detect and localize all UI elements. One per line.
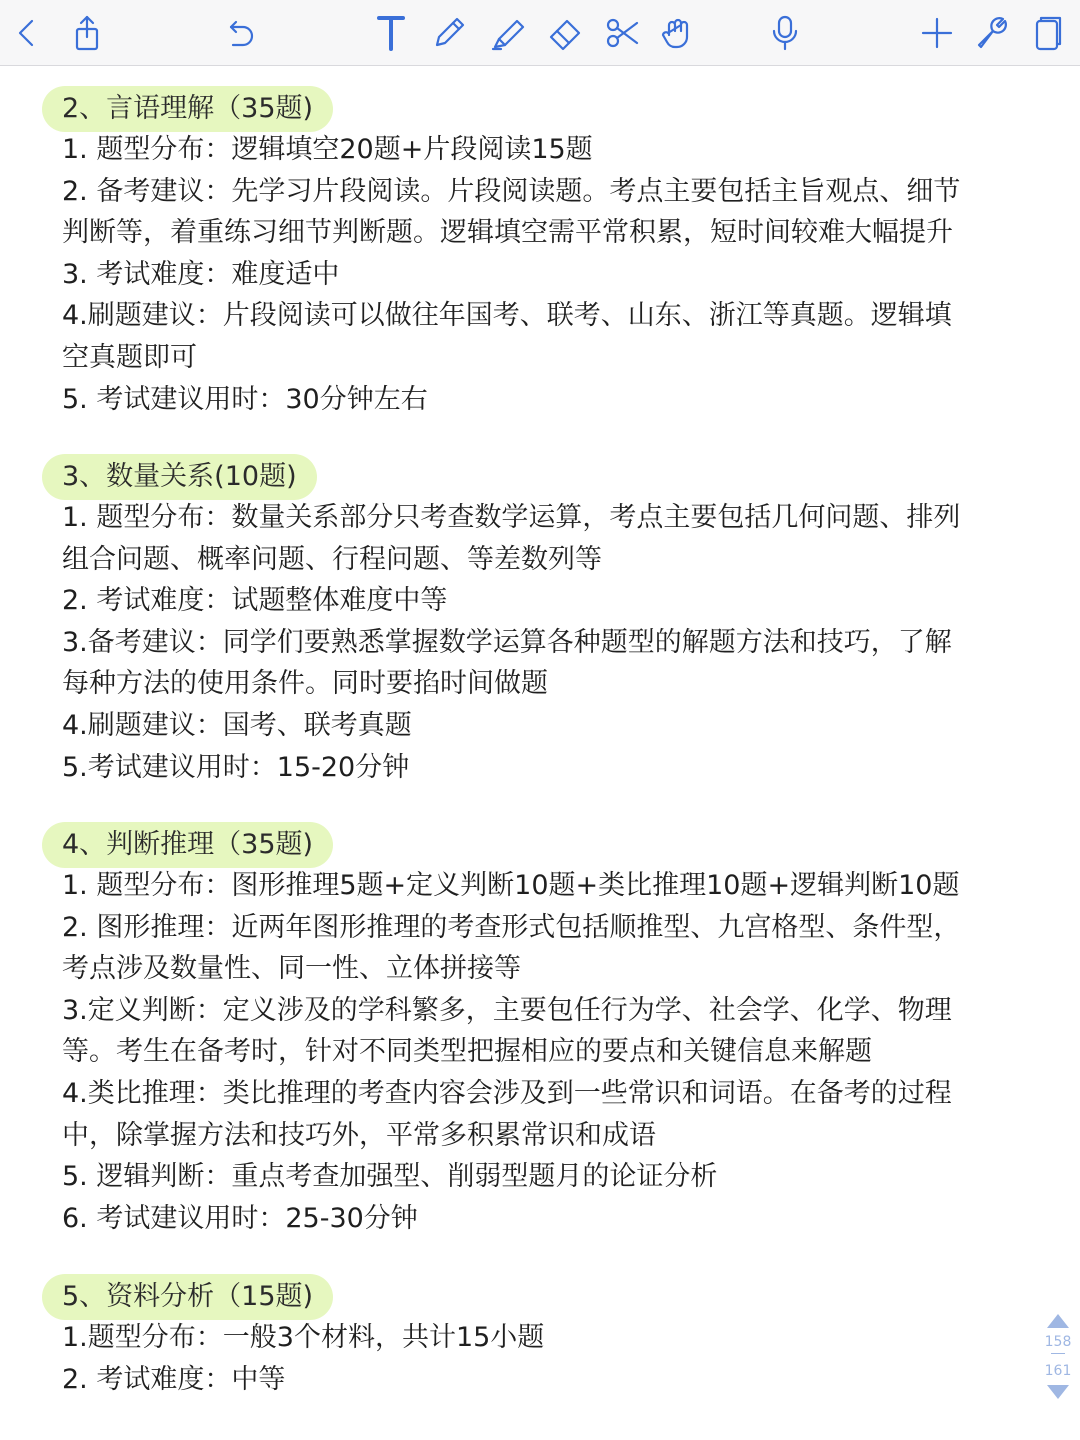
text-line: 每种方法的使用条件。同时要掐时间做题	[62, 668, 548, 700]
back-icon[interactable]	[2, 8, 52, 58]
text-line: 1. 题型分布：图形推理5题+定义判断10题+类比推理10题+逻辑判断10题	[62, 870, 960, 901]
pages-icon[interactable]	[1022, 8, 1072, 58]
page-up-icon[interactable]	[1047, 1314, 1069, 1328]
note-page	[0, 66, 1080, 1440]
text-line: 组合问题、概率问题、行程问题、等差数列等	[62, 543, 602, 575]
text-line: 1. 题型分布：逻辑填空20题+片段阅读15题	[62, 134, 593, 165]
eraser-icon[interactable]	[540, 8, 590, 58]
hand-icon[interactable]	[652, 8, 702, 58]
section-heading: 3、数量关系(10题)	[42, 454, 317, 500]
highlighter-icon[interactable]	[482, 8, 532, 58]
total-page-number: 161	[1044, 1363, 1072, 1379]
text-tool-icon[interactable]	[366, 8, 416, 58]
page-down-icon[interactable]	[1047, 1385, 1069, 1399]
wrench-icon[interactable]	[966, 8, 1016, 58]
text-line: 空真题即可	[62, 341, 197, 373]
page-divider	[1051, 1353, 1065, 1354]
text-line: 4.刷题建议：片段阅读可以做往年国考、联考、山东、浙江等真题。逻辑填	[62, 300, 952, 332]
scissors-icon[interactable]	[598, 8, 648, 58]
page-navigator	[1040, 1308, 1076, 1408]
text-line: 2. 考试难度：试题整体难度中等	[62, 585, 448, 617]
section-heading: 2、言语理解（35题)	[42, 86, 333, 132]
text-line: 3.定义判断：定义涉及的学科繁多，主要包任行为学、社会学、化学、物理	[62, 994, 952, 1026]
text-line: 3.备考建议：同学们要熟悉掌握数学运算各种题型的解题方法和技巧，了解	[62, 626, 952, 658]
text-line: 4.刷题建议：国考、联考真题	[62, 709, 412, 741]
section-heading: 5、资料分析（15题)	[42, 1274, 333, 1320]
text-line: 考点涉及数量性、同一性、立体拼接等	[62, 953, 521, 985]
add-icon[interactable]	[912, 8, 962, 58]
text-line: 6. 考试建议用时：25-30分钟	[62, 1202, 418, 1234]
pen-icon[interactable]	[424, 8, 474, 58]
current-page-number: 158	[1044, 1334, 1072, 1350]
text-line: 2. 图形推理：近两年图形推理的考查形式包括顺推型、九宫格型、条件型，	[62, 911, 961, 943]
text-line: 等。考生在备考时，针对不同类型把握相应的要点和关键信息来解题	[62, 1036, 872, 1068]
text-line: 5.考试建议用时：15-20分钟	[62, 751, 410, 783]
text-line: 1. 题型分布：数量关系部分只考查数学运算，考点主要包括几何问题、排列	[62, 502, 961, 533]
text-line: 判断等，着重练习细节判断题。逻辑填空需平常积累，短时间较难大幅提升	[62, 217, 953, 249]
text-line: 2. 考试难度：中等	[62, 1363, 286, 1395]
section-heading: 4、判断推理（35题)	[42, 822, 333, 868]
text-line: 5. 逻辑判断：重点考查加强型、削弱型题月的论证分析	[62, 1161, 718, 1193]
text-line: 4.类比推理：类比推理的考查内容会涉及到一些常识和词语。在备考的过程	[62, 1077, 952, 1109]
text-line: 中，除掌握方法和技巧外，平常多积累常识和成语	[62, 1119, 656, 1151]
text-line: 5. 考试建议用时：30分钟左右	[62, 383, 428, 415]
toolbar	[0, 0, 1080, 66]
microphone-icon[interactable]	[760, 8, 810, 58]
text-line: 2. 备考建议：先学习片段阅读。片段阅读题。考点主要包括主旨观点、细节	[62, 175, 961, 207]
text-line: 3. 考试难度：难度适中	[62, 258, 340, 290]
undo-icon[interactable]	[214, 8, 264, 58]
text-line: 1.题型分布：一般3个材料，共计15小题	[62, 1322, 545, 1353]
share-icon[interactable]	[62, 8, 112, 58]
